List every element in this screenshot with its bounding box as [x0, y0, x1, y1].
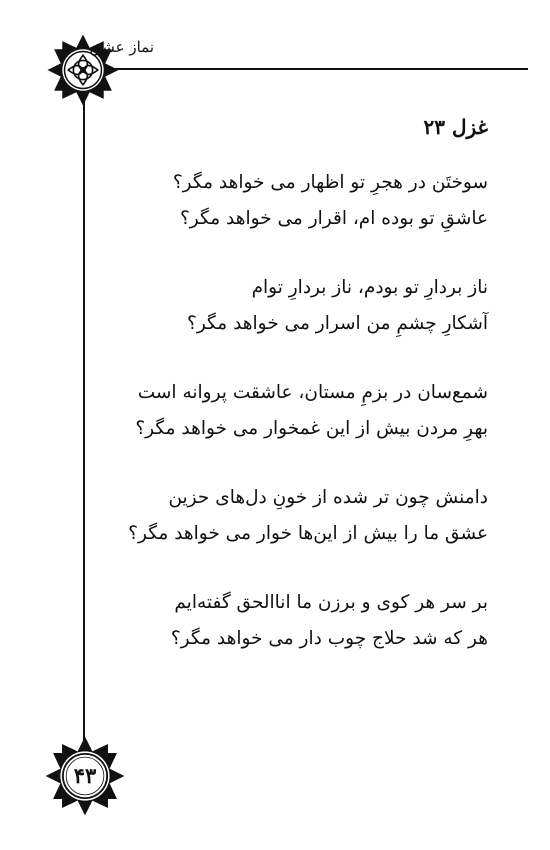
margin-rule: [83, 88, 85, 756]
verse-line: دامنش چون تر شده از خونِ دل‌های حزین: [168, 487, 488, 508]
verse-line: بر سر هر کوی و برزن ما اناالحق گفته‌ایم: [174, 592, 488, 613]
verse-line: آشکارِ چشمِ من اسرار می خواهد مگر؟: [187, 313, 488, 334]
header-rule: [88, 68, 528, 70]
verse-line: ناز بردارِ تو بودم، ناز بردارِ توام: [251, 277, 488, 298]
stanza-2: [88, 273, 488, 345]
stanza-5: [88, 588, 488, 660]
poem-title: غزل ۲۳: [423, 115, 488, 139]
verse-line: سوختَن در هجرِ تو اظهار می خواهد مگر؟: [172, 172, 488, 193]
poem: [88, 112, 488, 693]
stanza-3: [88, 378, 488, 450]
verse-line: عاشقِ تو بوده ام، اقرار می خواهد مگر؟: [179, 208, 488, 229]
verse-line: عشق ما را بیش از این‌ها خوار می خواهد مگر؟: [128, 523, 488, 544]
verse-line: بهرِ مردن بیش از این غمخوار می خواهد مگر؟: [135, 418, 488, 439]
verse-line: هر که شد حلاج چوب دار می خواهد مگر؟: [170, 628, 488, 649]
header-title: نماز عشق: [89, 38, 154, 56]
stanza-4: [88, 483, 488, 555]
verse-line: شمع‌سان در بزمِ مستان، عاشقت پروانه است: [137, 382, 488, 403]
stanza-1: [88, 168, 488, 240]
page-number: ۴۳: [73, 763, 97, 788]
